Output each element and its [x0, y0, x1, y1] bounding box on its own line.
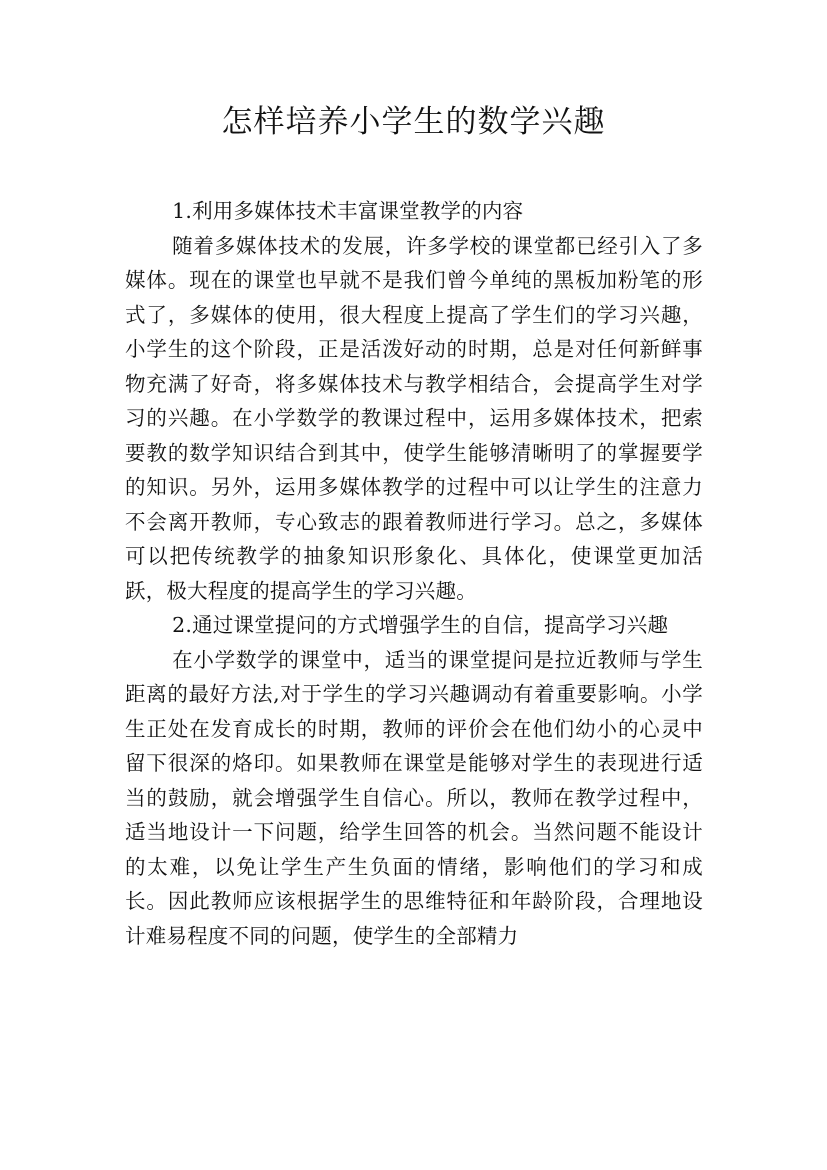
section-paragraph-1: 随着多媒体技术的发展，许多学校的课堂都已经引入了多媒体。现在的课堂也早就不是我们曾今单纯的黑板加粉笔的形式了，多媒体的使用，很大程度上提高了学生们的学习兴趣，小学生的这个阶段，正是活泼好动的时期，总是对任何新鲜事物充满了好奇，将多媒体技术与教学相结合，会提高学生对学习的兴趣。在小学数学的教课过程中，运用多媒体技术，把索要教的数学知识结合到其中，使学生能够清晰明了的掌握要学的知识。另外，运用多媒体教学的过程中可以让学生的注意力不会离开教师，专心致志的跟着教师进行学习。总之，多媒体可以把传统教学的抽象知识形象化、具体化，使课堂更加活跃，极大程度的提高学生的学习兴趣。	[125, 233, 703, 603]
section-heading-2: 2.通过课堂提问的方式增强学生的自信，提高学习兴趣	[172, 613, 669, 637]
document-title: 怎样培养小学生的数学兴趣	[221, 104, 606, 140]
section-paragraph-2: 在小学数学的课堂中，适当的课堂提问是拉近教师与学生距离的最好方法,对于学生的学习兴趣调动有着重要影响。小学生正处在发育成长的时期，教师的评价会在他们幼小的心灵中留下很深的烙印。如果教师在课堂是能够对学生的表现进行适当的鼓励，就会增强学生自信心。所以，教师在教学过程中，适当地设计一下问题，给学生回答的机会。当然问题不能设计的太难，以免让学生产生负面的情绪，影响他们的学习和成长。因此教师应该根据学生的思维特征和年龄阶段，合理地设计难易程度不同的问题，使学生的全部精力	[125, 647, 703, 948]
document-body	[125, 194, 703, 953]
section-heading-1: 1.利用多媒体技术丰富课堂教学的内容	[172, 199, 524, 223]
